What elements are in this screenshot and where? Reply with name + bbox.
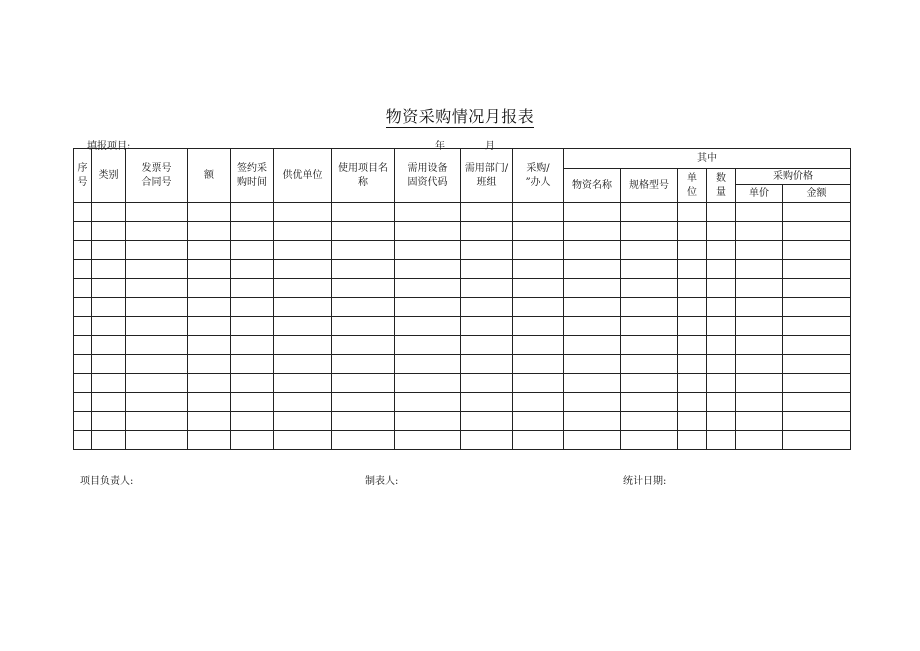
table-cell[interactable] bbox=[92, 374, 126, 393]
table-cell[interactable] bbox=[513, 260, 564, 279]
table-cell[interactable] bbox=[332, 279, 395, 298]
table-cell[interactable] bbox=[564, 241, 621, 260]
table-cell[interactable] bbox=[395, 222, 461, 241]
table-cell[interactable] bbox=[92, 336, 126, 355]
header-purchaser: 采购/ ”办人 bbox=[513, 149, 564, 203]
table-cell[interactable] bbox=[231, 412, 274, 431]
report-title-text: 物资采购情况月报表 bbox=[385, 107, 535, 126]
table-cell[interactable] bbox=[513, 374, 564, 393]
header-quantity: 数 量 bbox=[707, 169, 736, 203]
table-cell[interactable] bbox=[92, 412, 126, 431]
table-cell[interactable] bbox=[274, 241, 332, 260]
table-cell[interactable] bbox=[461, 279, 513, 298]
table-cell[interactable] bbox=[188, 203, 231, 222]
table-cell[interactable] bbox=[564, 431, 621, 450]
table-cell[interactable] bbox=[395, 374, 461, 393]
table-cell[interactable] bbox=[126, 298, 188, 317]
table-cell[interactable] bbox=[621, 241, 678, 260]
table-cell[interactable] bbox=[231, 431, 274, 450]
table-cell[interactable] bbox=[783, 260, 851, 279]
table-cell[interactable] bbox=[461, 355, 513, 374]
table-cell[interactable] bbox=[231, 279, 274, 298]
table-cell[interactable] bbox=[678, 203, 707, 222]
table-cell[interactable] bbox=[188, 336, 231, 355]
table-cell[interactable] bbox=[274, 374, 332, 393]
table-cell[interactable] bbox=[783, 317, 851, 336]
table-cell[interactable] bbox=[461, 431, 513, 450]
table-cell[interactable] bbox=[783, 279, 851, 298]
table-cell[interactable] bbox=[126, 393, 188, 412]
table-cell[interactable] bbox=[231, 241, 274, 260]
table-row bbox=[74, 393, 851, 412]
table-cell[interactable] bbox=[395, 260, 461, 279]
table-cell[interactable] bbox=[678, 279, 707, 298]
table-cell[interactable] bbox=[783, 336, 851, 355]
header-seq: 序 号 bbox=[74, 149, 92, 203]
table-cell[interactable] bbox=[332, 222, 395, 241]
table-cell[interactable] bbox=[126, 412, 188, 431]
table-cell[interactable] bbox=[231, 336, 274, 355]
table-row bbox=[74, 317, 851, 336]
table-cell[interactable] bbox=[678, 355, 707, 374]
table-cell[interactable] bbox=[736, 412, 783, 431]
footer-stat-date: 统计日期: bbox=[623, 476, 667, 487]
table-cell[interactable] bbox=[92, 222, 126, 241]
table-cell[interactable] bbox=[621, 260, 678, 279]
table-cell[interactable] bbox=[332, 431, 395, 450]
table-cell[interactable] bbox=[783, 393, 851, 412]
table-cell[interactable] bbox=[736, 336, 783, 355]
header-supplier: 供优单位 bbox=[274, 149, 332, 203]
table-cell[interactable] bbox=[621, 317, 678, 336]
table-cell[interactable] bbox=[274, 279, 332, 298]
table-cell[interactable] bbox=[126, 279, 188, 298]
table-cell[interactable] bbox=[126, 203, 188, 222]
table-cell[interactable] bbox=[126, 336, 188, 355]
table-cell[interactable] bbox=[231, 203, 274, 222]
table-cell[interactable] bbox=[461, 412, 513, 431]
table-cell[interactable] bbox=[736, 260, 783, 279]
table-cell[interactable] bbox=[678, 260, 707, 279]
report-table bbox=[73, 148, 851, 450]
table-cell[interactable] bbox=[707, 393, 736, 412]
table-cell[interactable] bbox=[332, 374, 395, 393]
table-row bbox=[74, 203, 851, 222]
table-cell[interactable] bbox=[621, 412, 678, 431]
header-sign-time: 签约采 购时间 bbox=[231, 149, 274, 203]
table-row bbox=[74, 222, 851, 241]
table-cell[interactable] bbox=[126, 317, 188, 336]
table-cell[interactable] bbox=[783, 298, 851, 317]
table-cell[interactable] bbox=[188, 241, 231, 260]
table-cell[interactable] bbox=[395, 298, 461, 317]
table-cell[interactable] bbox=[678, 241, 707, 260]
table-cell[interactable] bbox=[188, 222, 231, 241]
table-cell[interactable] bbox=[678, 393, 707, 412]
table-cell[interactable] bbox=[783, 431, 851, 450]
table-cell[interactable] bbox=[332, 260, 395, 279]
table-cell[interactable] bbox=[564, 203, 621, 222]
table-cell[interactable] bbox=[231, 393, 274, 412]
table-cell[interactable] bbox=[621, 222, 678, 241]
table-cell[interactable] bbox=[707, 203, 736, 222]
table-cell[interactable] bbox=[621, 431, 678, 450]
table-cell[interactable] bbox=[707, 431, 736, 450]
table-cell[interactable] bbox=[92, 393, 126, 412]
footer-preparer: 制表人: bbox=[365, 476, 399, 487]
table-cell[interactable] bbox=[332, 317, 395, 336]
table-cell[interactable] bbox=[231, 317, 274, 336]
table-cell[interactable] bbox=[92, 241, 126, 260]
header-total: 金额 bbox=[783, 185, 851, 203]
table-cell[interactable] bbox=[332, 336, 395, 355]
table-cell[interactable] bbox=[621, 298, 678, 317]
table-cell[interactable] bbox=[188, 317, 231, 336]
table-row bbox=[74, 431, 851, 450]
table-cell[interactable] bbox=[395, 203, 461, 222]
table-cell[interactable] bbox=[707, 279, 736, 298]
table-cell[interactable] bbox=[126, 260, 188, 279]
table-cell[interactable] bbox=[678, 431, 707, 450]
table-cell[interactable] bbox=[707, 222, 736, 241]
table-cell[interactable] bbox=[707, 355, 736, 374]
table-cell[interactable] bbox=[74, 412, 92, 431]
table-cell[interactable] bbox=[513, 336, 564, 355]
table-cell[interactable] bbox=[74, 431, 92, 450]
table-cell[interactable] bbox=[736, 222, 783, 241]
table-cell[interactable] bbox=[736, 355, 783, 374]
table-cell[interactable] bbox=[564, 336, 621, 355]
table-cell[interactable] bbox=[678, 374, 707, 393]
table-cell[interactable] bbox=[74, 298, 92, 317]
table-cell[interactable] bbox=[564, 222, 621, 241]
table-cell[interactable] bbox=[395, 393, 461, 412]
header-purchase-price: 采购价格 bbox=[736, 169, 851, 185]
table-cell[interactable] bbox=[74, 241, 92, 260]
month-label: 月 bbox=[485, 141, 495, 152]
table-cell[interactable] bbox=[513, 279, 564, 298]
table-cell[interactable] bbox=[188, 260, 231, 279]
table-cell[interactable] bbox=[564, 412, 621, 431]
table-cell[interactable] bbox=[274, 393, 332, 412]
table-cell[interactable] bbox=[621, 279, 678, 298]
table-cell[interactable] bbox=[678, 336, 707, 355]
table-cell[interactable] bbox=[678, 222, 707, 241]
table-cell[interactable] bbox=[621, 355, 678, 374]
table-row bbox=[74, 374, 851, 393]
table-cell[interactable] bbox=[707, 336, 736, 355]
table-cell[interactable] bbox=[274, 355, 332, 374]
table-cell[interactable] bbox=[621, 336, 678, 355]
table-cell[interactable] bbox=[513, 298, 564, 317]
table-cell[interactable] bbox=[564, 374, 621, 393]
table-row bbox=[74, 298, 851, 317]
table-cell[interactable] bbox=[231, 260, 274, 279]
table-cell[interactable] bbox=[92, 260, 126, 279]
table-cell[interactable] bbox=[621, 393, 678, 412]
table-cell[interactable] bbox=[92, 203, 126, 222]
table-cell[interactable] bbox=[274, 317, 332, 336]
table-cell[interactable] bbox=[274, 203, 332, 222]
table-cell[interactable] bbox=[736, 203, 783, 222]
table-cell[interactable] bbox=[461, 374, 513, 393]
table-cell[interactable] bbox=[74, 279, 92, 298]
table-cell[interactable] bbox=[74, 336, 92, 355]
table-cell[interactable] bbox=[736, 279, 783, 298]
table-cell[interactable] bbox=[274, 298, 332, 317]
table-cell[interactable] bbox=[783, 412, 851, 431]
table-cell[interactable] bbox=[332, 412, 395, 431]
table-cell[interactable] bbox=[274, 260, 332, 279]
table-cell[interactable] bbox=[621, 374, 678, 393]
report-title bbox=[0, 104, 920, 127]
table-cell[interactable] bbox=[92, 431, 126, 450]
table-cell[interactable] bbox=[513, 317, 564, 336]
table-cell[interactable] bbox=[74, 203, 92, 222]
table-cell[interactable] bbox=[513, 412, 564, 431]
table-cell[interactable] bbox=[783, 203, 851, 222]
table-cell[interactable] bbox=[461, 317, 513, 336]
table-cell[interactable] bbox=[783, 355, 851, 374]
table-cell[interactable] bbox=[395, 279, 461, 298]
table-cell[interactable] bbox=[74, 374, 92, 393]
header-project-name: 使用项目名 称 bbox=[332, 149, 395, 203]
table-row bbox=[74, 355, 851, 374]
table-cell[interactable] bbox=[188, 431, 231, 450]
footer-project-leader: 项目负责人: bbox=[80, 476, 134, 487]
table-cell[interactable] bbox=[461, 393, 513, 412]
table-cell[interactable] bbox=[188, 374, 231, 393]
table-cell[interactable] bbox=[513, 222, 564, 241]
table-cell[interactable] bbox=[332, 355, 395, 374]
table-cell[interactable] bbox=[736, 393, 783, 412]
table-row bbox=[74, 241, 851, 260]
table-cell[interactable] bbox=[395, 241, 461, 260]
table-cell[interactable] bbox=[461, 222, 513, 241]
table-cell[interactable] bbox=[274, 412, 332, 431]
table-cell[interactable] bbox=[513, 355, 564, 374]
table-cell[interactable] bbox=[461, 203, 513, 222]
header-spec-model: 规格型号 bbox=[621, 169, 678, 203]
table-cell[interactable] bbox=[231, 298, 274, 317]
table-cell[interactable] bbox=[783, 222, 851, 241]
fill-project-label: 填报项目: bbox=[87, 141, 131, 152]
table-cell[interactable] bbox=[74, 222, 92, 241]
header-equipment-code: 需用设备 固资代码 bbox=[395, 149, 461, 203]
header-amount: 额 bbox=[188, 149, 231, 203]
table-cell[interactable] bbox=[188, 355, 231, 374]
table-cell[interactable] bbox=[332, 241, 395, 260]
table-cell[interactable] bbox=[188, 298, 231, 317]
table-cell[interactable] bbox=[188, 412, 231, 431]
table-row bbox=[74, 260, 851, 279]
table-cell[interactable] bbox=[395, 355, 461, 374]
table-cell[interactable] bbox=[92, 355, 126, 374]
table-cell[interactable] bbox=[707, 241, 736, 260]
table-cell[interactable] bbox=[783, 374, 851, 393]
table-cell[interactable] bbox=[564, 260, 621, 279]
table-row bbox=[74, 336, 851, 355]
table-cell[interactable] bbox=[188, 393, 231, 412]
table-cell[interactable] bbox=[274, 336, 332, 355]
table-cell[interactable] bbox=[231, 374, 274, 393]
table-cell[interactable] bbox=[736, 431, 783, 450]
header-category: 类别 bbox=[92, 149, 126, 203]
header-among: 其中 bbox=[564, 149, 851, 169]
table-cell[interactable] bbox=[564, 298, 621, 317]
table-cell[interactable] bbox=[74, 260, 92, 279]
table-cell[interactable] bbox=[783, 241, 851, 260]
table-cell[interactable] bbox=[564, 279, 621, 298]
table-cell[interactable] bbox=[126, 374, 188, 393]
table-cell[interactable] bbox=[621, 203, 678, 222]
table-cell[interactable] bbox=[332, 393, 395, 412]
table-cell[interactable] bbox=[274, 222, 332, 241]
table-cell[interactable] bbox=[395, 317, 461, 336]
table-cell[interactable] bbox=[513, 431, 564, 450]
table-cell[interactable] bbox=[513, 393, 564, 412]
table-cell[interactable] bbox=[274, 431, 332, 450]
table-row bbox=[74, 412, 851, 431]
header-unit: 单 位 bbox=[678, 169, 707, 203]
table-cell[interactable] bbox=[126, 431, 188, 450]
table-cell[interactable] bbox=[736, 298, 783, 317]
header-department: 需用部门/ 班组 bbox=[461, 149, 513, 203]
year-label: 年 bbox=[435, 141, 445, 152]
table-cell[interactable] bbox=[564, 355, 621, 374]
header-invoice-contract: 发票号 合同号 bbox=[126, 149, 188, 203]
table-cell[interactable] bbox=[74, 393, 92, 412]
table-cell[interactable] bbox=[332, 298, 395, 317]
table-cell[interactable] bbox=[92, 298, 126, 317]
table-cell[interactable] bbox=[126, 222, 188, 241]
table-row bbox=[74, 279, 851, 298]
table-cell[interactable] bbox=[564, 393, 621, 412]
table-cell[interactable] bbox=[707, 374, 736, 393]
table-cell[interactable] bbox=[332, 203, 395, 222]
table-cell[interactable] bbox=[707, 298, 736, 317]
table-cell[interactable] bbox=[231, 355, 274, 374]
table-cell[interactable] bbox=[678, 298, 707, 317]
table-cell[interactable] bbox=[188, 279, 231, 298]
table-cell[interactable] bbox=[461, 241, 513, 260]
table-cell[interactable] bbox=[461, 298, 513, 317]
table-cell[interactable] bbox=[231, 222, 274, 241]
table-cell[interactable] bbox=[564, 317, 621, 336]
table-cell[interactable] bbox=[395, 336, 461, 355]
table-cell[interactable] bbox=[126, 241, 188, 260]
table-cell[interactable] bbox=[678, 317, 707, 336]
table-cell[interactable] bbox=[395, 412, 461, 431]
table-cell[interactable] bbox=[92, 279, 126, 298]
table-cell[interactable] bbox=[513, 203, 564, 222]
table-cell[interactable] bbox=[736, 241, 783, 260]
table-cell[interactable] bbox=[736, 317, 783, 336]
table-cell[interactable] bbox=[395, 431, 461, 450]
table-cell[interactable] bbox=[74, 355, 92, 374]
table-cell[interactable] bbox=[707, 317, 736, 336]
table-cell[interactable] bbox=[92, 317, 126, 336]
table-cell[interactable] bbox=[707, 260, 736, 279]
table-cell[interactable] bbox=[707, 412, 736, 431]
table-cell[interactable] bbox=[461, 336, 513, 355]
table-cell[interactable] bbox=[678, 412, 707, 431]
header-material-name: 物资名称 bbox=[564, 169, 621, 203]
table-cell[interactable] bbox=[74, 317, 92, 336]
header-unit-price: 单价 bbox=[736, 185, 783, 203]
table-cell[interactable] bbox=[736, 374, 783, 393]
table-cell[interactable] bbox=[461, 260, 513, 279]
table-cell[interactable] bbox=[513, 241, 564, 260]
table-cell[interactable] bbox=[126, 355, 188, 374]
